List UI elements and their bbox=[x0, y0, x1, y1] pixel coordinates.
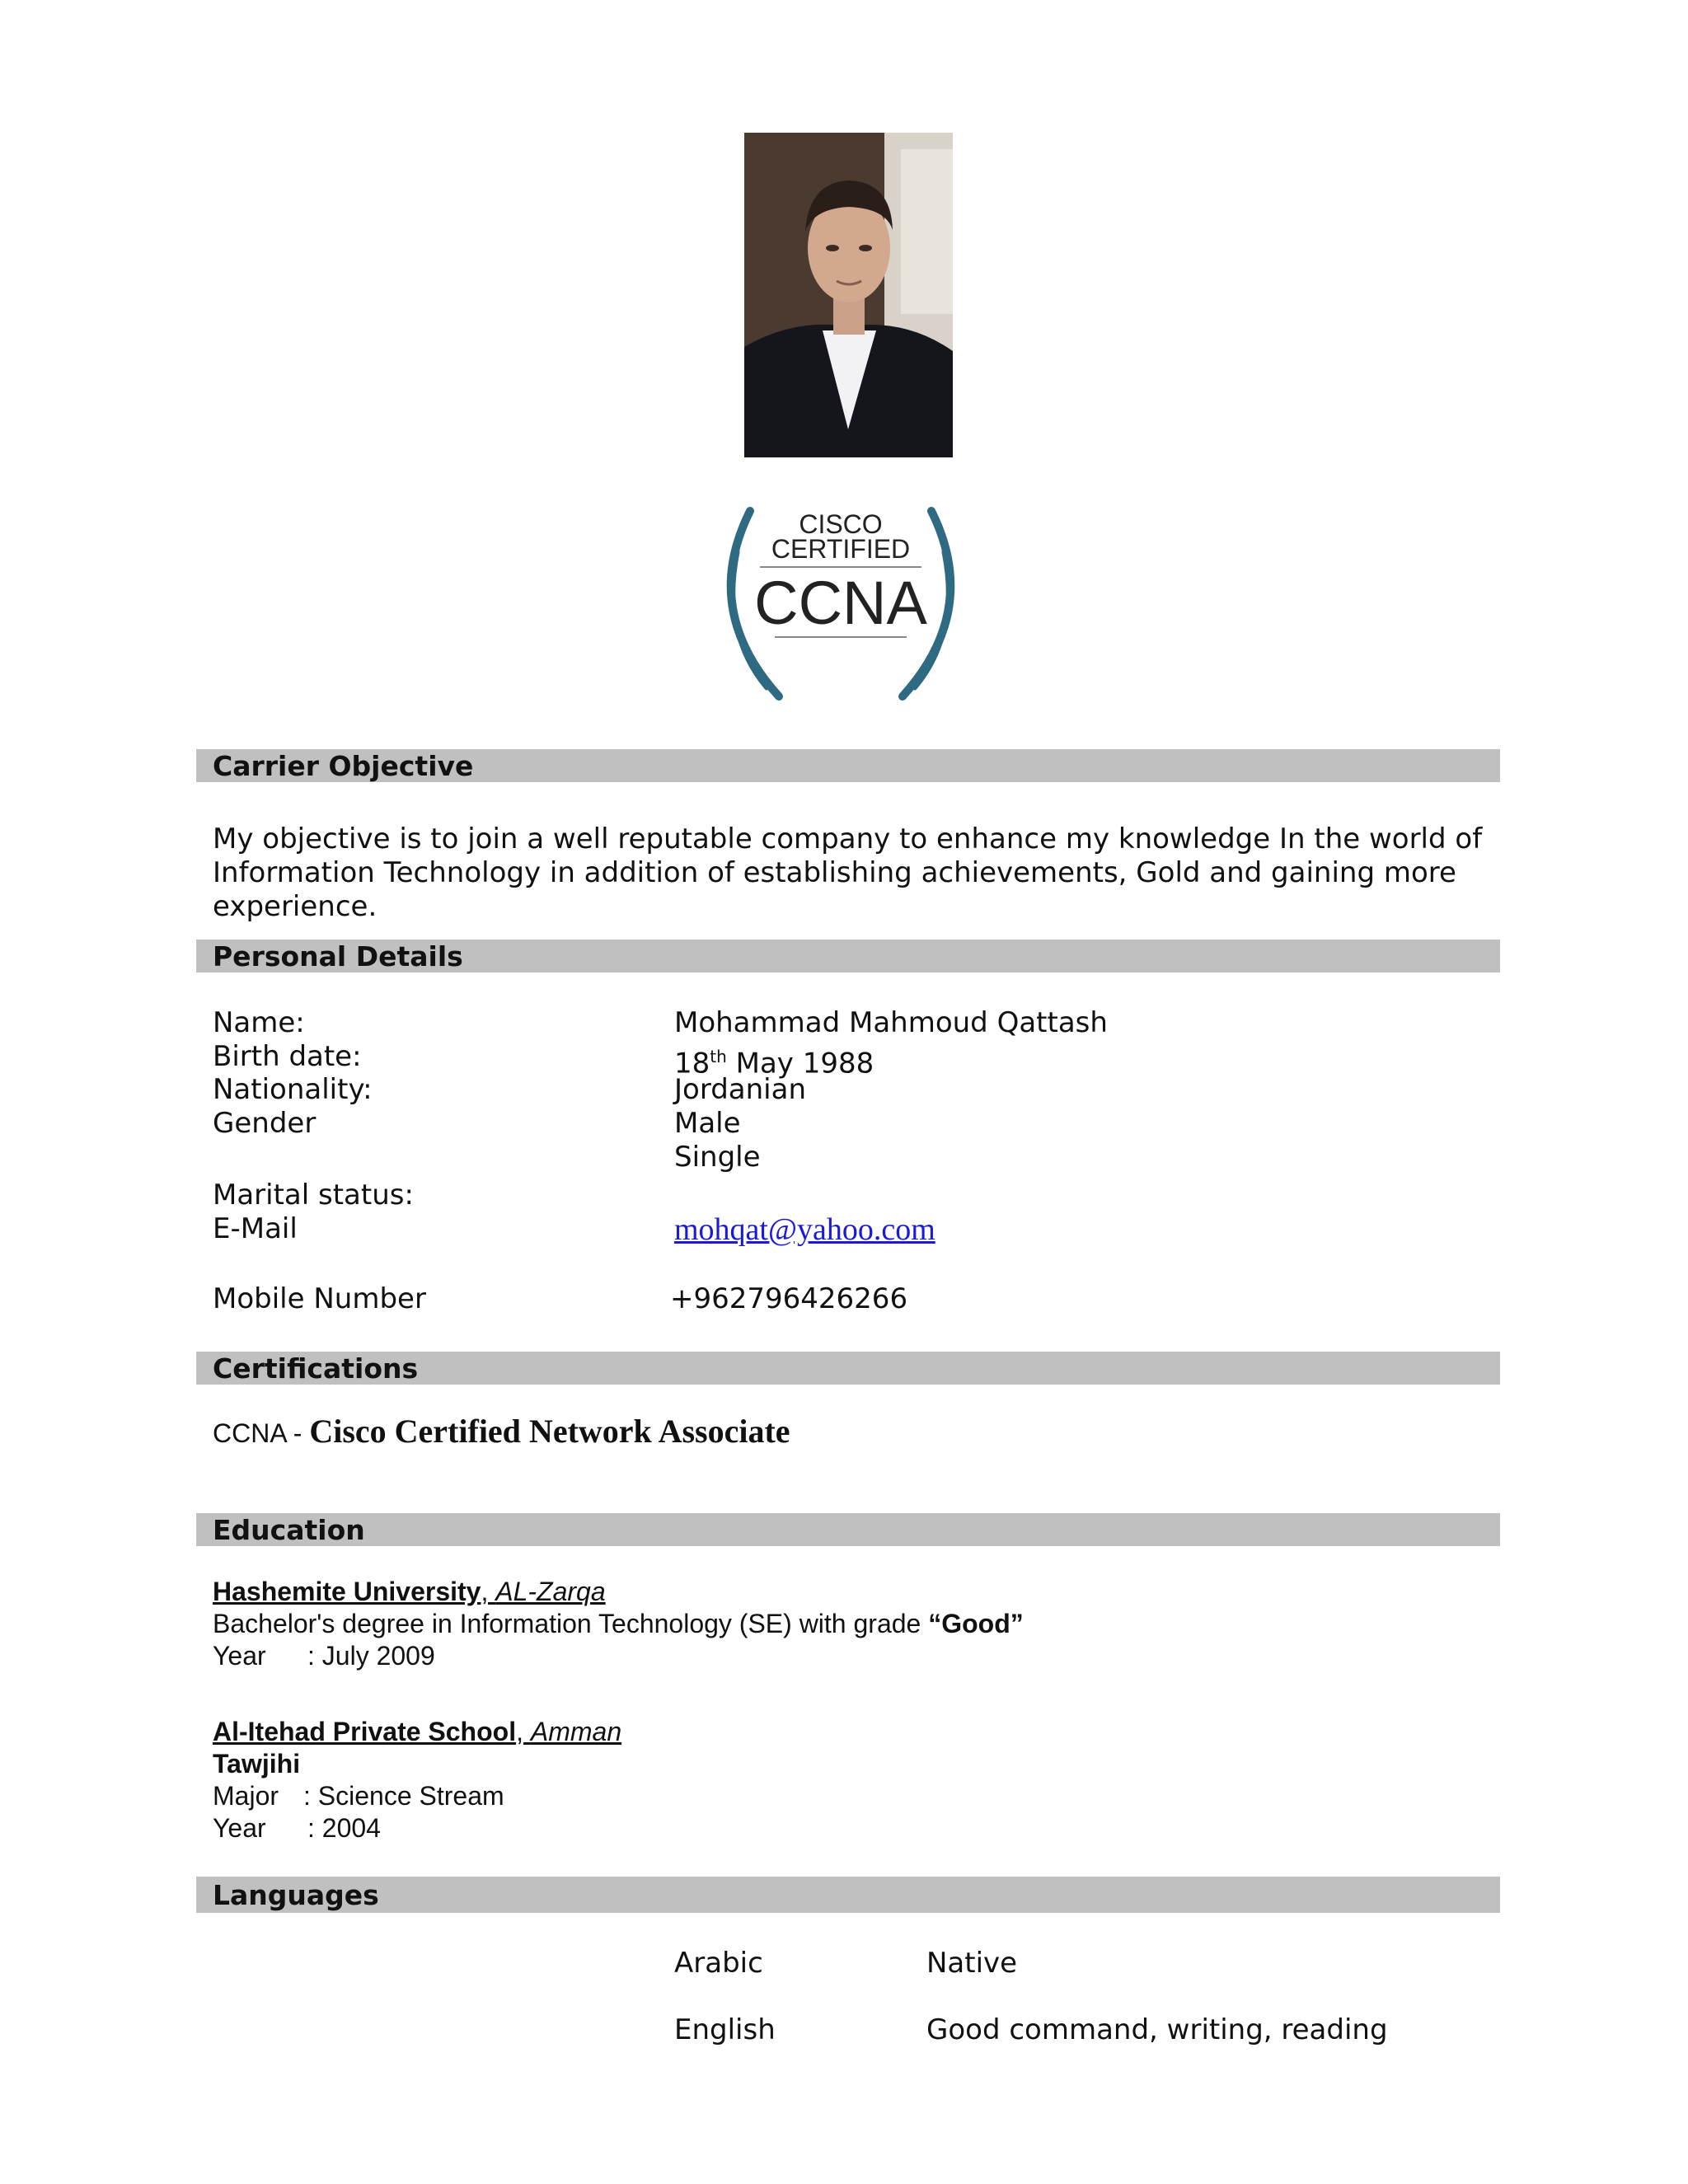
university-degree bbox=[213, 1608, 1024, 1640]
certification-item bbox=[213, 1412, 790, 1451]
mobile-value: +962796426266 bbox=[670, 1282, 908, 1315]
certification-title: Cisco Certified Network Associate bbox=[309, 1413, 790, 1450]
logo-line-ccna: CCNA bbox=[754, 569, 927, 637]
birth-suffix: th bbox=[710, 1047, 727, 1066]
birth-label: Birth date: bbox=[213, 1040, 362, 1073]
marital-value: Single bbox=[674, 1141, 761, 1174]
school-year-value: : 2004 bbox=[307, 1813, 381, 1843]
logo-line-certified: CERTIFIED bbox=[771, 534, 911, 564]
school-major-value: : Science Stream bbox=[303, 1781, 504, 1811]
school-city: Amman bbox=[530, 1717, 622, 1746]
nationality-value: Jordanian bbox=[674, 1073, 807, 1106]
school-separator: , bbox=[516, 1717, 531, 1746]
school-name: Al-Itehad Private School bbox=[213, 1717, 517, 1746]
logo-line-cisco: CISCO bbox=[799, 509, 883, 539]
language-name: Arabic bbox=[674, 1947, 763, 1980]
ccna-logo bbox=[709, 503, 973, 701]
section-certifications-title: Certifications bbox=[213, 1352, 419, 1385]
degree-text: Bachelor's degree in Information Technology (SE) with grade bbox=[213, 1609, 929, 1638]
name-value: Mohammad Mahmoud Qattash bbox=[674, 1006, 1108, 1039]
profile-photo bbox=[744, 133, 953, 457]
section-certifications bbox=[196, 1352, 1500, 1385]
university-heading bbox=[213, 1576, 606, 1608]
gender-label: Gender bbox=[213, 1107, 316, 1140]
gender-value: Male bbox=[674, 1107, 741, 1140]
section-personal bbox=[196, 940, 1500, 972]
mobile-label: Mobile Number bbox=[213, 1282, 426, 1315]
degree-grade: “Good” bbox=[928, 1609, 1024, 1638]
language-level: Native bbox=[926, 1947, 1018, 1980]
university-name: Hashemite University bbox=[213, 1577, 481, 1606]
marital-label: Marital status: bbox=[213, 1179, 414, 1212]
school-certificate: Tawjihi bbox=[213, 1749, 301, 1779]
university-city: AL-Zarqa bbox=[495, 1577, 606, 1606]
email-link[interactable]: mohqat@yahoo.com bbox=[674, 1212, 935, 1247]
school-year-label: Year bbox=[213, 1813, 266, 1843]
objective-text: My objective is to join a well reputable company to enhance my knowledge In the world of Information Technology in addition of establishing achievements, Gold and gaining more experience. bbox=[213, 823, 1483, 923]
section-objective-title: Carrier Objective bbox=[213, 750, 474, 782]
section-education bbox=[196, 1513, 1500, 1546]
section-languages-title: Languages bbox=[213, 1879, 379, 1911]
name-label: Name: bbox=[213, 1006, 305, 1039]
section-education-title: Education bbox=[213, 1514, 365, 1546]
university-separator: , bbox=[481, 1577, 496, 1606]
language-name: English bbox=[674, 2013, 776, 2046]
nationality-label: Nationality: bbox=[213, 1073, 373, 1106]
birth-month-year: May 1988 bbox=[726, 1047, 874, 1080]
school-heading bbox=[213, 1716, 621, 1748]
section-languages bbox=[196, 1877, 1500, 1913]
university-year-value: : July 2009 bbox=[307, 1641, 435, 1671]
language-level: Good command, writing, reading bbox=[926, 2013, 1388, 2046]
email-label: E-Mail bbox=[213, 1212, 298, 1245]
section-personal-title: Personal Details bbox=[213, 940, 463, 972]
section-objective bbox=[196, 749, 1500, 782]
university-year-label: Year bbox=[213, 1641, 266, 1671]
birth-day: 18 bbox=[674, 1047, 710, 1080]
school-major-label: Major bbox=[213, 1781, 279, 1811]
certification-prefix: CCNA - bbox=[213, 1418, 310, 1448]
